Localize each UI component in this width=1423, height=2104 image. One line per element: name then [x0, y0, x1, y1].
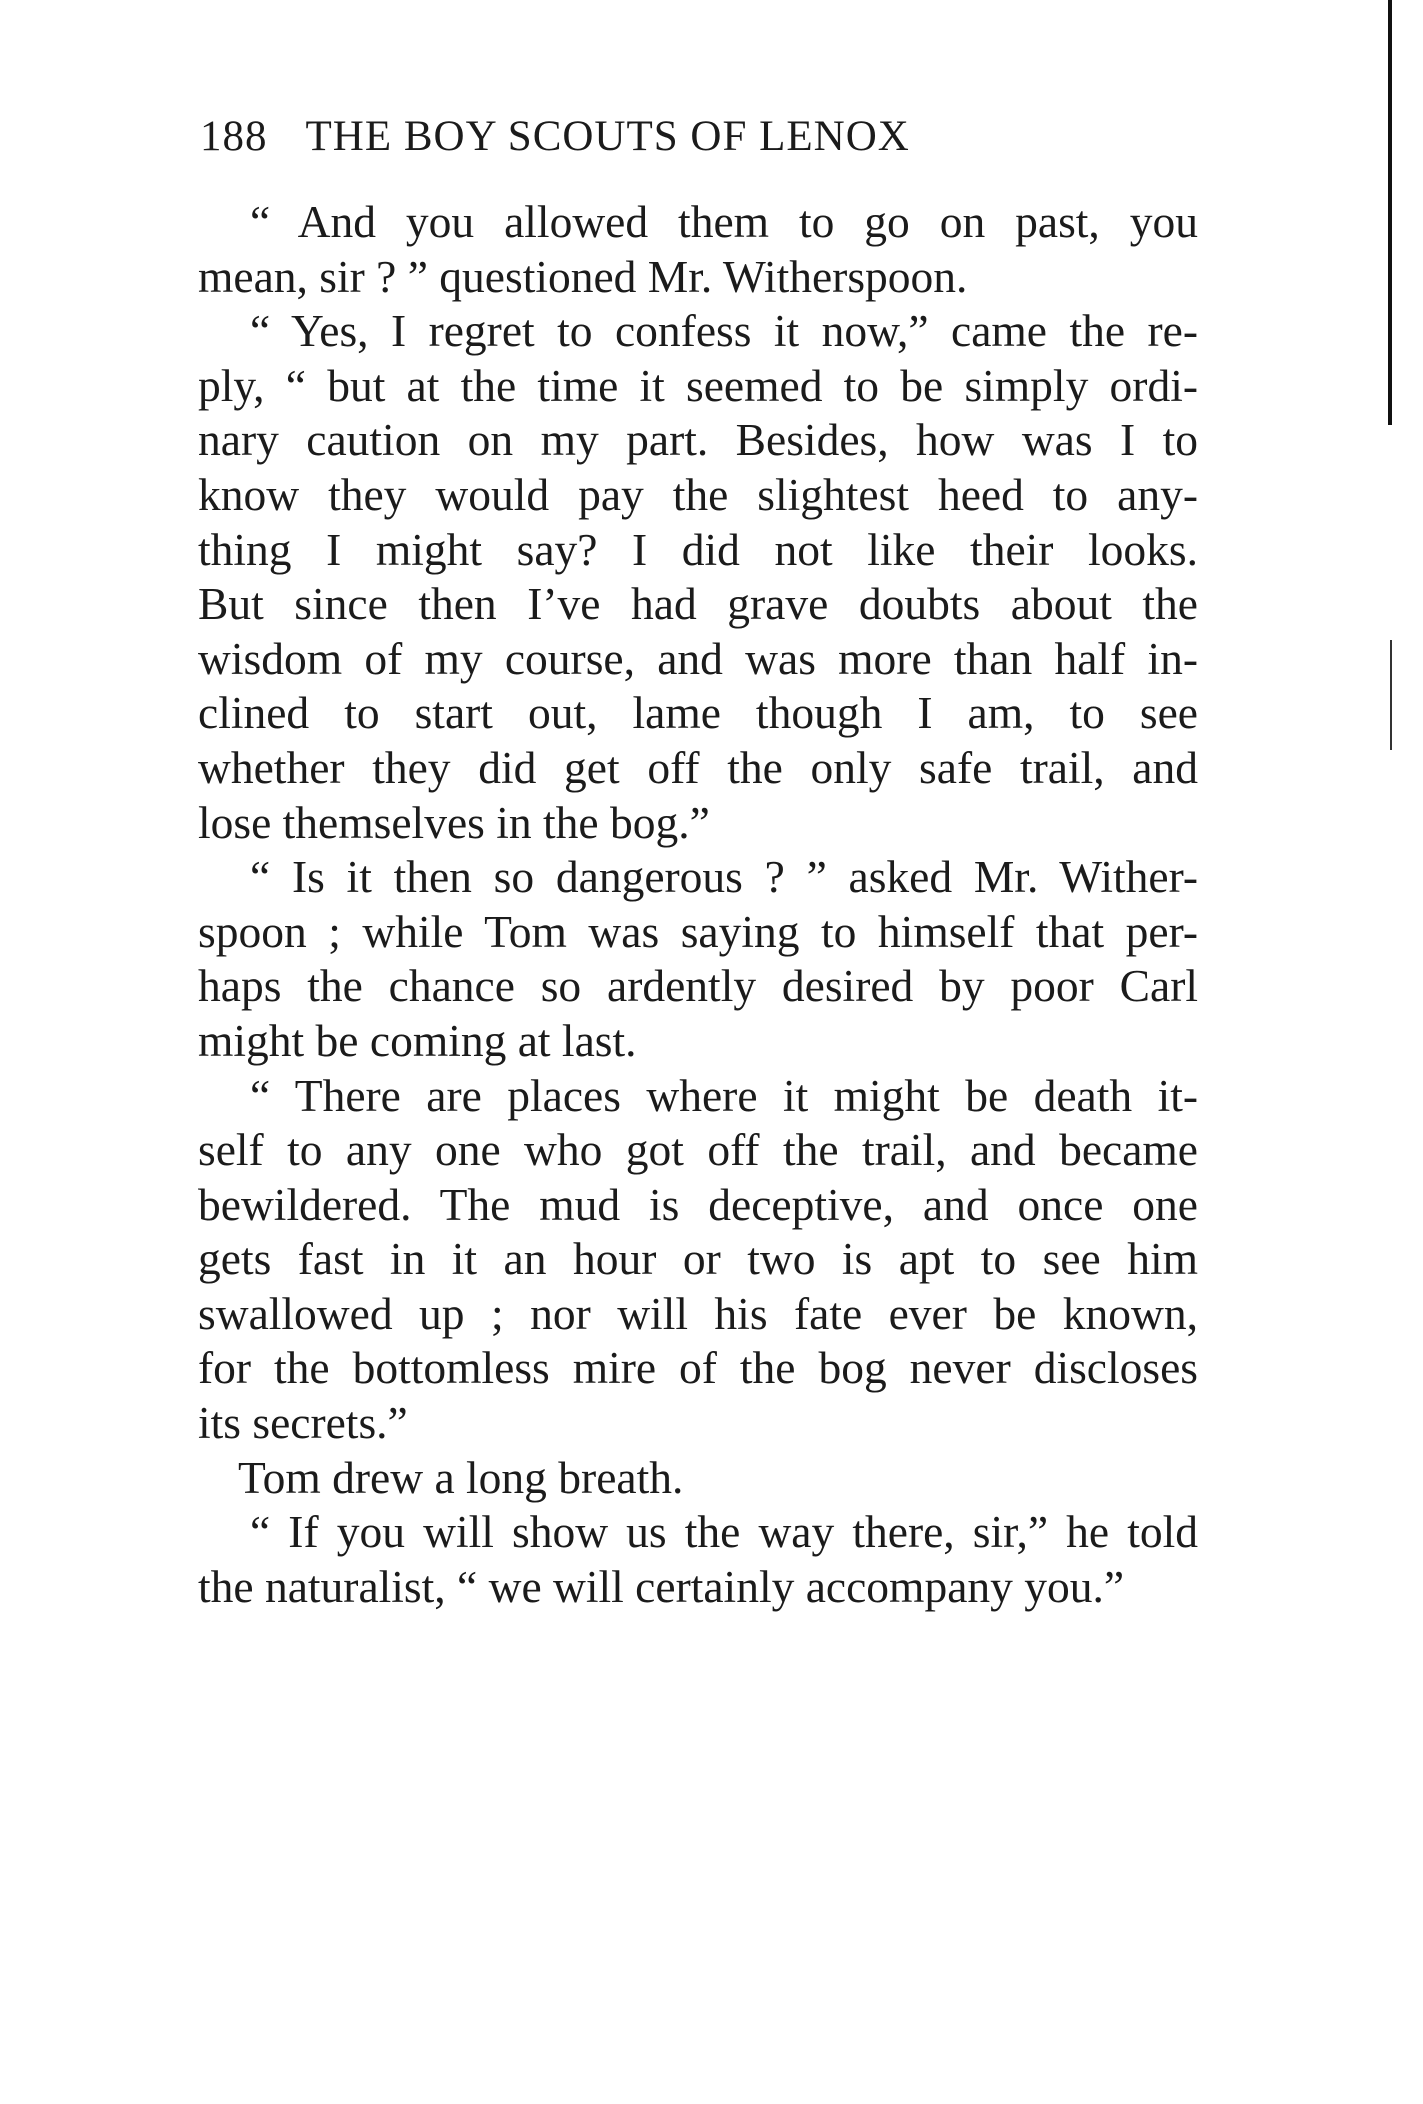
- text-line: But since then I’ve had grave doubts about the: [198, 578, 1198, 630]
- text-line: swallowed up ; nor will his fate ever be known,: [198, 1287, 1198, 1339]
- text-line: mean, sir ? ” questioned Mr. Witherspoon.: [198, 250, 968, 302]
- text-line: lose themselves in the bog.”: [198, 796, 710, 848]
- text-line: know they would pay the slightest heed to any-: [198, 468, 1198, 520]
- body-text: [198, 195, 1198, 1614]
- running-header: [200, 112, 1200, 161]
- text-line: self to any one who got off the trail, and became: [198, 1124, 1198, 1176]
- text-line: bewildered. The mud is deceptive, and once one: [198, 1178, 1198, 1230]
- text-line: thing I might say? I did not like their looks.: [198, 523, 1198, 575]
- text-line: whether they did get off the only safe trail, and: [198, 741, 1198, 793]
- text-line: “ Is it then so dangerous ? ” asked Mr. Wither-: [250, 851, 1198, 903]
- text-line: “ Yes, I regret to confess it now,” came the re-: [250, 305, 1198, 357]
- text-line: might be coming at last.: [198, 1014, 637, 1066]
- text-line: nary caution on my part. Besides, how was I to: [198, 414, 1198, 466]
- page-number: 188: [200, 113, 268, 160]
- text-line: Tom drew a long breath.: [238, 1451, 684, 1503]
- text-line: ply, “ but at the time it seemed to be simply ordi-: [198, 359, 1198, 411]
- text-line: the naturalist, “ we will certainly accompany you.”: [198, 1560, 1125, 1612]
- text-line: its secrets.”: [198, 1397, 408, 1449]
- page-binding-edge: [1388, 0, 1392, 425]
- text-line: “ There are places where it might be death it-: [250, 1069, 1198, 1121]
- text-line: wisdom of my course, and was more than half in-: [198, 632, 1198, 684]
- text-line: “ If you will show us the way there, sir,” he told: [250, 1506, 1198, 1558]
- text-line: clined to start out, lame though I am, to see: [198, 687, 1198, 739]
- text-line: gets fast in it an hour or two is apt to see him: [198, 1233, 1198, 1285]
- running-title: THE BOY SCOUTS OF LENOX: [305, 113, 910, 160]
- text-line: haps the chance so ardently desired by poor Carl: [198, 960, 1198, 1012]
- text-line: “ And you allowed them to go on past, you: [250, 196, 1198, 247]
- page-binding-edge-lower: [1390, 640, 1392, 750]
- text-line: spoon ; while Tom was saying to himself that per-: [198, 905, 1198, 957]
- text-line: for the bottomless mire of the bog never discloses: [198, 1342, 1198, 1394]
